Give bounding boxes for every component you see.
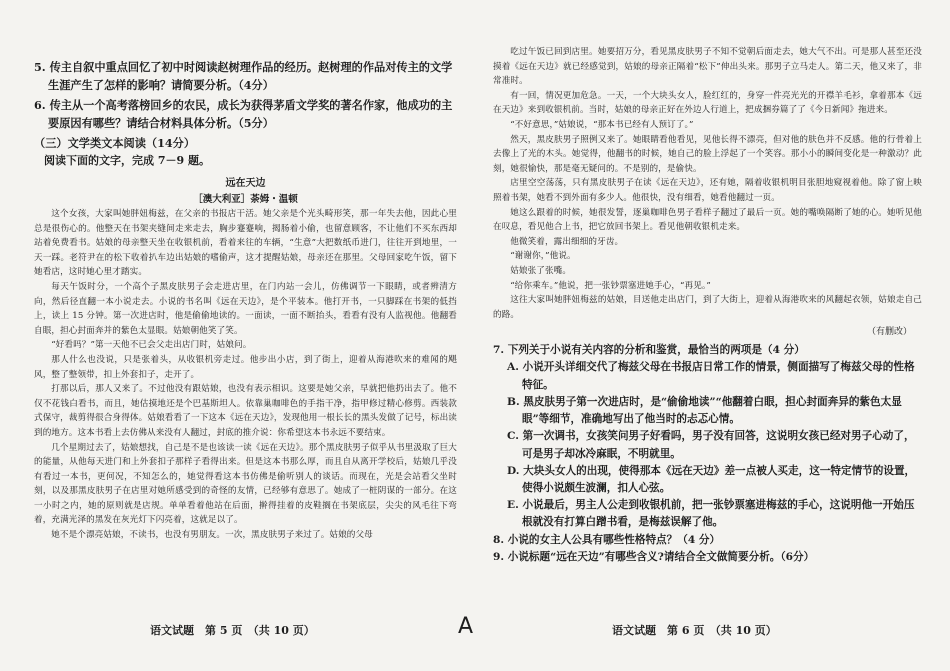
story-paragraph: 店里空空荡荡，只有黑皮肤男子在读《远在天边》，还有她，隔着收银机明目张胆地窥视着他。除了窗上映照着书架，她看不到外面有多少人。他很快，没有细看，她看他翻过一页。 (493, 178, 922, 203)
story-paragraph: 这个女孩，大家叫她胖妞梅兹，在父亲的书报店干活。她父亲是个光头畸形笑，那一年失去他，因此心里总是很伤心的。他整天在书架夹缝间走来走去，胸步蹇蹇响，揭肠着小偷，也留意顾客，不让他们不买东西却站着免费看书。姑娘的母亲整天坐在收银机前，看着来往的车辆，“生意”大把数纸币进门，往往开到地里，一天一踩。老符尹在的松下收着扒车边出姑娘的嗜偷声，这才提醒姑娘，母亲还在那里。父母回家吃午饭，留下她看店，这时她心里才踏实。 (34, 209, 457, 278)
question-7: 7. 下列关于小说有关内容的分析和鉴赏，最恰当的两项是（4 分） (493, 344, 805, 357)
reading-instruction: 阅读下面的文字，完成 7－9 题。 (44, 154, 210, 167)
story-paragraph: 她不是个漂亮姑娘，不读书，也没有男朋友。一次，黑皮肤男子来过了。姑娘的父母 (51, 530, 373, 541)
paper-version-mark: A (458, 614, 474, 639)
story-paragraph: “谢谢你，”他说。 (510, 251, 576, 262)
story-author: ［澳大利亚］荼姆・温顿 (193, 194, 298, 205)
question-6: 6. 传主从一个高考落榜回乡的农民，成长为获得茅盾文学奖的著名作家，他成功的主要原因有哪些？请结合材料具体分析。（5分） (34, 98, 453, 130)
section-heading: （三）文学类文本阅读（14分） (34, 136, 196, 150)
story-paragraph: 有一回，情况更加危急。一天，一个大块头女人，脸红红的，身穿一件亮光光的开襟羊毛衫，拿着那本《远在天边》来到收银机前。当时，姑娘的母亲正好在外边人行道上，把成捆券篇了了《今日新闻》拖进来。 (493, 90, 922, 116)
story-paragraph: 然天，黑皮肤男子照例又来了。她眼睛看他看见，见他长得不漂亮，但对他的肤色并不反感。他的行骨着上去像上了光的木头。她觉得，他翻书的时候，她自己的脸上浮起了一个笑容。那小小的瞬间变化是一种激动？此刻，她很愉快，那是毫无疑问的。不是别的，是偷快。 (493, 134, 922, 174)
story-paragraph: “好看吗？”第一天他不已会父走出店门时，姑娘问。 (51, 340, 252, 351)
story-paragraph: 那人什么也没说，只是张着头，从收银机旁走过。他步出小店，到了街上，迎着从海港吹来的难闻的飓风，整了整领带，扣上外套扣子，走开了。 (34, 354, 457, 380)
footer-page-5: 语文试题 第 5 页 （共 10 页） (150, 624, 315, 637)
option-a: A. 小说开头详细交代了梅兹父母在书报店日常工作的情景，侧面描写了梅兹父母的性格特征。 (507, 361, 915, 391)
footer-page-6: 语文试题 第 6 页 （共 10 页） (612, 624, 777, 637)
story-paragraph: “给你乘车。”他说，把一张钞票塞进她手心，“再见。” (510, 280, 711, 291)
option-e: E. 小说最后，男主人公走到收银机前，把一张钞票塞进梅兹的手心，这说明他一开始压根就没有打算白蹭书看，是梅兹误解了他。 (507, 499, 915, 529)
question-5: 5. 传主自叙中重点回忆了初中时阅读赵树理作品的经历。赵树理的作品对传主的文学生涯产生了怎样的影响？请简要分析。（4分） (34, 60, 453, 92)
story-paragraph: 每天午饭时分，一个高个子黑皮肤男子会走进店里，在门内站一会儿，仿佛调节一下眼睛，或者辨清方向，然后径直翻一本小说走去。小说的书名叫《远在天边》，是个平装本。他打开书，一只脚踩在书架的低挡上，读上 15 分钟。第一次进店时，他是偷偷地读的。一面读，一面不断抬头，看看有没有人监视他。他翻看自眼，担心封面奔并的紫色太显眼。姑娘朝他笑了笑。 (34, 281, 457, 336)
story-title: 远在天边 (225, 178, 266, 189)
question-9: 9. 小说标题“远在天边”有哪些含义?请结合全文做简要分析。（6分） (493, 550, 815, 563)
story-body-right (493, 45, 922, 322)
story-paragraph: 吃过午饭已回到店里。她要招万分，看见黑皮肤男子不知不觉朝后面走去，她大气不出。可是那人甚至还没摸着《远在天边》就已经感觉到，姑娘的母亲正隔着“松下”伸出头来。那男子立马走人。第二天，他又来了，非常准时。 (493, 47, 922, 87)
abridged-note: （有删改） (866, 327, 912, 338)
story-paragraph: “不好意思，”姑娘说，“那本书已经有人预订了。” (510, 119, 694, 130)
story-paragraph: 打那以后，那人又来了。不过他没有跟姑娘，也没有表示相识。这要是她父亲，早就把他扔出去了。他不仅不花钱白看书，而且，她估摸地还是个巴基斯坦人。依靠巢咖啡色的手指干净，指甲修过精心修剪。西装款式保守，裁剪得很合身得体。姑娘看看了一下这本《远在天边》，发现他用一根长长的黑头发做了记号，标出读到的地方。这本书看上去仿佛从来没有人翻过，封底的推介说：你希望这本书永远不要结束。 (34, 384, 457, 438)
option-d: D. 大块头女人的出现，使得那本《远在天边》差一点被人买走，这一特定情节的设置，使得小说颇生波澜，扣人心弦。 (507, 464, 916, 494)
story-paragraph: 这往大家叫她胖妞梅兹的姑娘，目送他走出店门，到了大街上，迎着从海港吹来的风翻起衣领，姑娘走自己的路。 (493, 295, 922, 320)
story-paragraph: 他微笑着，露出细细的牙齿。 (510, 236, 624, 247)
story-paragraph: 姑娘张了张嘴。 (510, 265, 572, 276)
story-body-left (34, 207, 457, 543)
option-c: C. 第一次调书，女孩笑问男子好看吗，男子没有回答，这说明女孩已经对男子心动了，可是男子却冰冷麻眠，不明就里。 (507, 430, 915, 460)
right-page (475, 0, 950, 671)
story-paragraph: 几个星期过去了，姑娘想找，自己是不是也该读一读《远在天边》。那个黑皮肤男子似乎从书里汲取了巨大的能量，从他每天进门和上外套扣子那样子看得出来。但是这本书那么厚，而且自从离开学校后，姑娘几乎没有看过一本书，更何况，不知怎么的，她觉得看这本书仿佛是偷听别人的谈话。而现在，光是会站看父坐时刻，以及那黑皮肤男子在店里对她所感受到的奇怪的友情，已经够有意思了。她成了一桩阴谋的一部分。在这一小时之内，她的原则就是店规。单单看着他站在后面，擀得挂着的皮鞋搁在书架底层，尖尖的风毛往下弯着，充满光泽的黑发在灰光灯下闪亮着，这就足以了。 (34, 442, 457, 526)
question-8: 8. 小说的女主人公具有哪些性格特点？（4 分） (493, 533, 721, 546)
option-b: B. 黑皮肤男子第一次进店时，是“偷偷地读”“他翻着白眼，担心封面奔异的紫色太显眼”等细节，准确地写出了他当时的忐忑心情。 (507, 395, 902, 426)
story-paragraph: 她这么跟着的时候，她很发誓，逐巢咖啡色男子看样子翻过了最后一页。她的嘴唤隔断了她的心。她听见他在叹息，看见他合上书，把它放回书架上。看见他朝收银机走来。 (493, 207, 922, 233)
